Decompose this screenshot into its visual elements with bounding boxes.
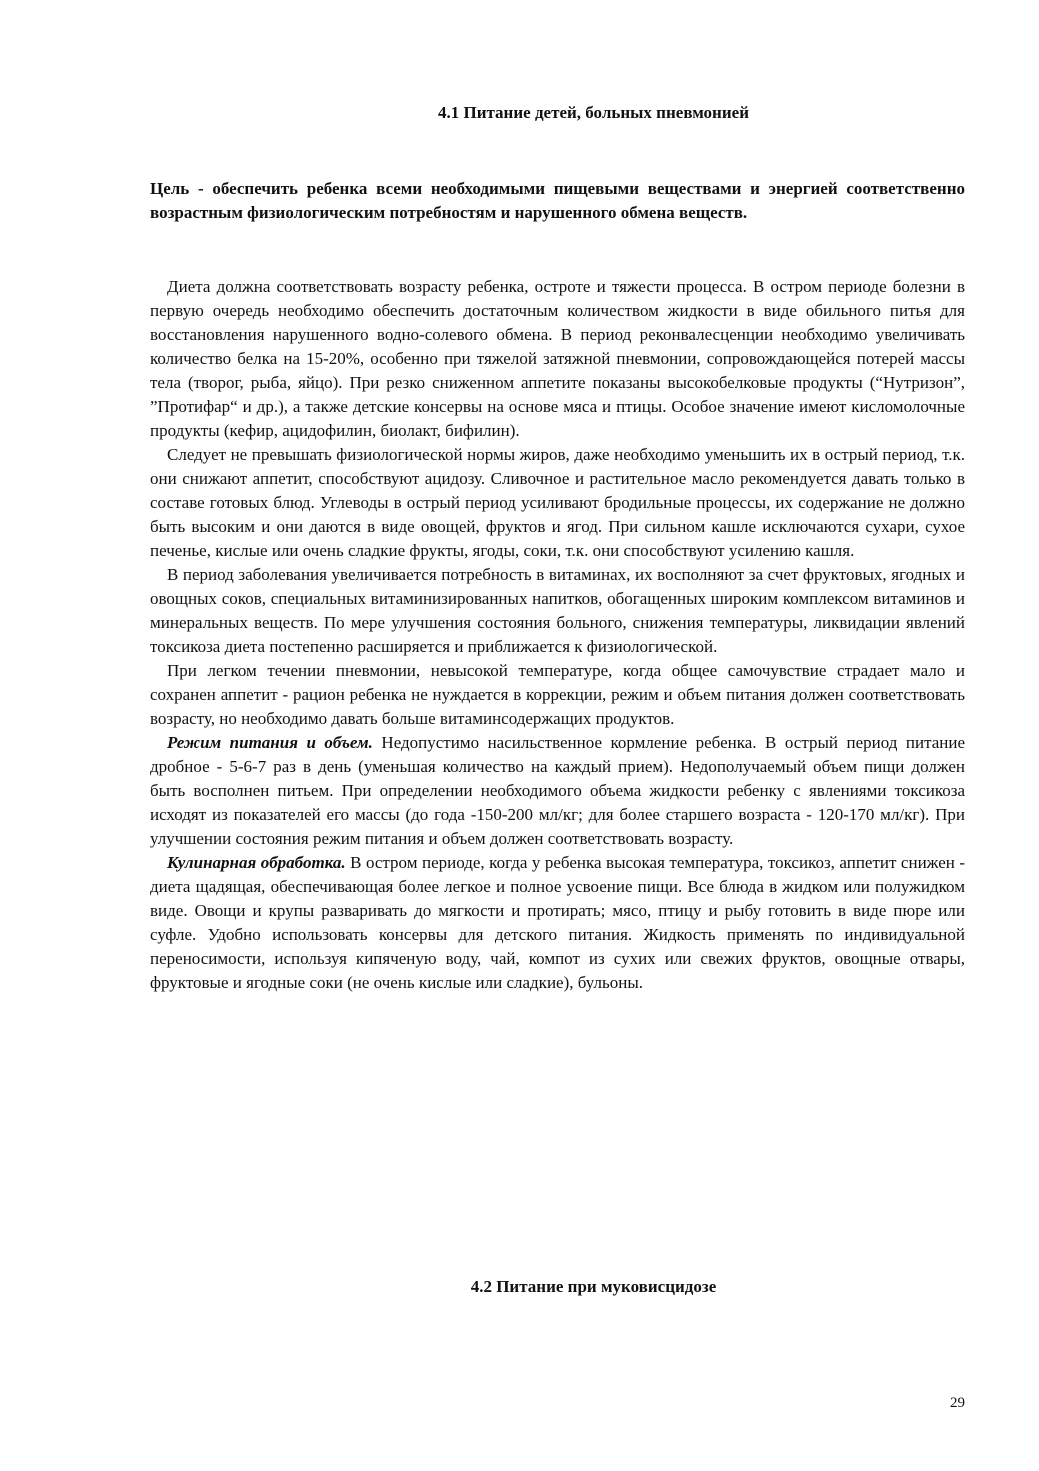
- paragraph: [150, 275, 965, 443]
- paragraph: [150, 731, 965, 851]
- section-title-4-2: 4.2 Питание при муковисцидозе: [470, 1277, 717, 1296]
- paragraph-text: Недопустимо насильственное кормление ребенка. В острый период питание дробное - 5-6-7 раз в день (уменьшая количество на каждый прием). Недополучаемый объем пищи должен быть восполнен питьем. При определении необходимого объема жидкости ребенку с явлениями токсикоза исходят из показателей его массы (до года -150-200 мл/кг; для более старшего возраста - 120-170 мл/кг). При улучшении состояния режим питания и объем должен соответствовать возрасту.: [150, 733, 965, 848]
- paragraph: [150, 659, 965, 731]
- body-text: [150, 275, 965, 995]
- paragraph-text: Следует не превышать физиологической нормы жиров, даже необходимо уменьшить их в острый период, т.к. они снижают аппетит, способствуют ацидозу. Сливочное и растительное масло рекомендуется давать только в составе готовых блюд. Углеводы в острый период усиливают бродильные процессы, их содержание не должно быть высоким и они даются в виде овощей, фруктов и ягод. При сильном кашле исключаются сухари, сухое печенье, кислые или очень сладкие фрукты, ягоды, соки, т.к. они способствуют усилению кашля.: [150, 445, 965, 560]
- paragraph-lead: Кулинарная обработка.: [167, 853, 346, 872]
- section-title-4-1: 4.1 Питание детей, больных пневмонией: [437, 103, 749, 122]
- paragraph: [150, 563, 965, 659]
- paragraph-lead: Режим питания и объем.: [167, 733, 373, 752]
- paragraph-text: В остром периоде, когда у ребенка высокая температура, токсикоз, аппетит снижен - диета щадящая, обеспечивающая более легкое и полное усвоение пищи. Все блюда в жидком или полужидком виде. Овощи и крупы разваривать до мягкости и протирать; мясо, птицу и рыбу готовить в виде пюре или суфле. Удобно использовать консервы для детского питания. Жидкость применять по индивидуальной переносимости, используя кипяченую воду, чай, компот из сухих или свежих фруктов, овощные отвары, фруктовые и ягодные соки (не очень кислые или сладкие), бульоны.: [150, 853, 965, 992]
- page-number: 29: [950, 1395, 965, 1411]
- paragraph-text: При легком течении пневмонии, невысокой температуре, когда общее самочувствие страдает мало и сохранен аппетит - рацион ребенка не нуждается в коррекции, режим и объем питания должен соответствовать возрасту, но необходимо давать больше витаминсодержащих продуктов.: [150, 661, 965, 728]
- paragraph: [150, 443, 965, 563]
- paragraph-text: Диета должна соответствовать возрасту ребенка, остроте и тяжести процесса. В остром периоде болезни в первую очередь необходимо обеспечить достаточным количеством жидкости в виде обильного питья для восстановления нарушенного водно-солевого обмена. В период реконвалесценции необходимо увеличивать количество белка на 15-20%, особенно при тяжелой затяжной пневмонии, сопровождающейся потерей массы тела (творог, рыба, яйцо). При резко сниженном аппетите показаны высокобелковые продукты (“Нутризон”, ”Протифар“ и др.), а также детские консервы на основе мяса и птицы. Особое значение имеют кисломолочные продукты (кефир, ацидофилин, биолакт, бифилин).: [150, 277, 965, 440]
- paragraph: [150, 851, 965, 995]
- paragraph-text: В период заболевания увеличивается потребность в витаминах, их восполняют за счет фруктовых, ягодных и овощных соков, специальных витаминизированных напитков, обогащенных широким комплексом витаминов и минеральных веществ. По мере улучшения состояния больного, снижения температуры, ликвидации явлений токсикоза диета постепенно расширяется и приближается к физиологической.: [150, 565, 965, 656]
- goal-statement: Цель - обеспечить ребенка всеми необходимыми пищевыми веществами и энергией соответственно возрастным физиологическим потребностям и нарушенного обмена веществ.: [150, 179, 965, 222]
